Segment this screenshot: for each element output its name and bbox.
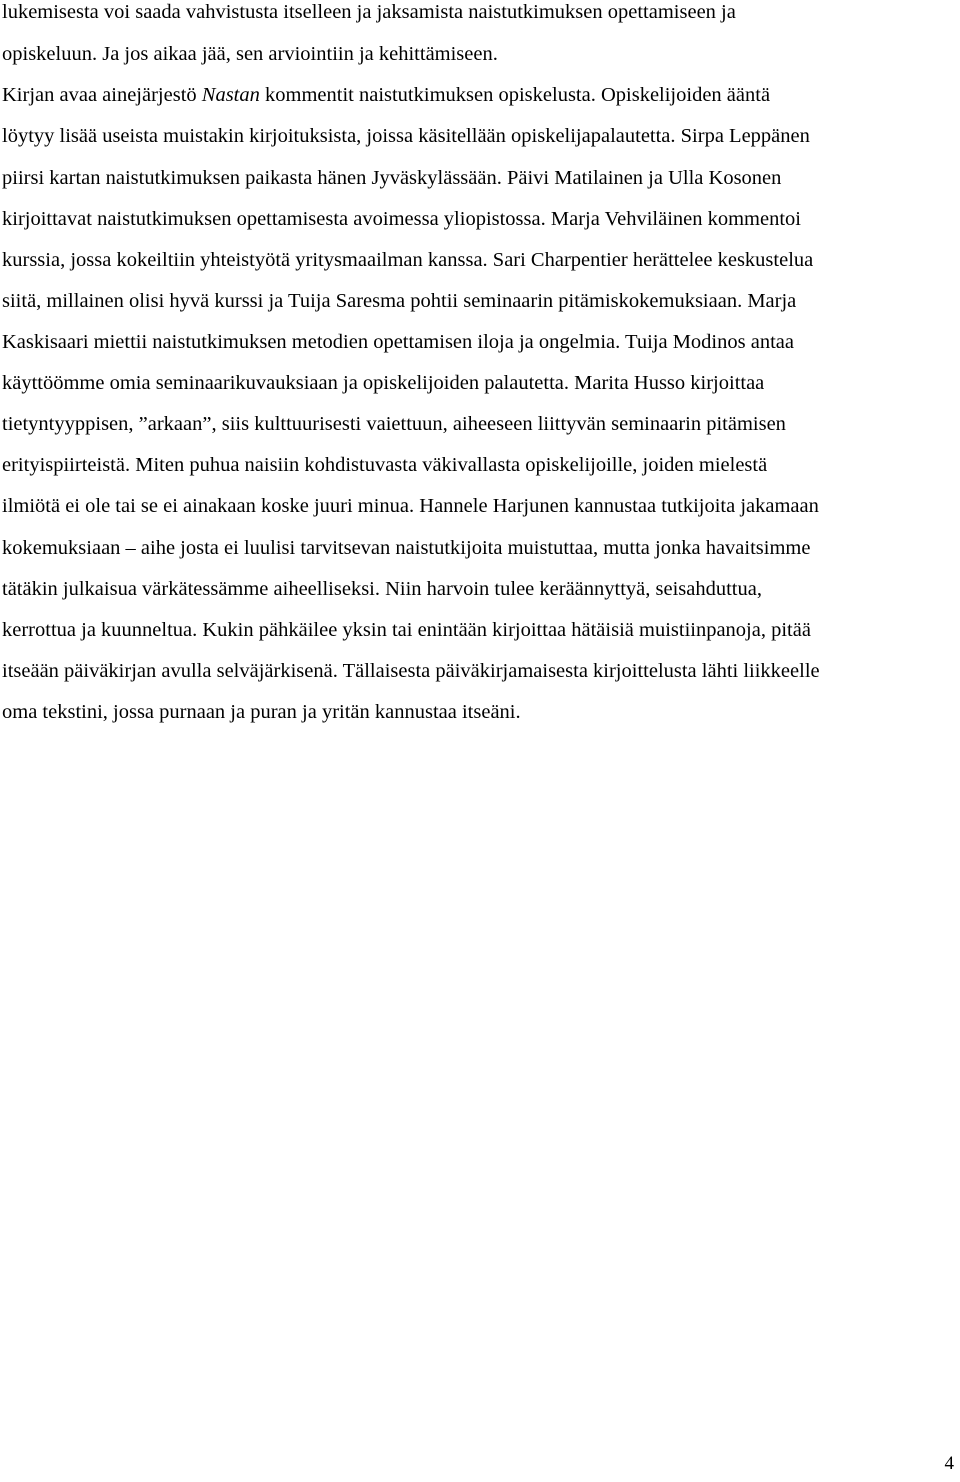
text-line-13: ilmiötä ei ole tai se ei ainakaan koske juuri minua. Hannele Harjunen kannustaa tutkijoita jakamaan bbox=[2, 495, 819, 517]
text-line-2: opiskeluun. Ja jos aikaa jää, sen arviointiin ja kehittämiseen. bbox=[2, 43, 498, 65]
text-line-5: piirsi kartan naistutkimuksen paikasta hänen Jyväskylässään. Päivi Matilainen ja Ulla Kosonen bbox=[2, 167, 782, 189]
text-line-16: kerrottua ja kuunneltua. Kukin pähkäilee yksin tai enintään kirjoittaa hätäisiä muistiinpanoja, pitää bbox=[2, 619, 811, 641]
text-line-3-start: Kirjan avaa ainejärjestö bbox=[2, 84, 202, 106]
text-line-8: siitä, millainen olisi hyvä kurssi ja Tuija Saresma pohtii seminaarin pitämiskokemuksiaan. Marja bbox=[2, 290, 797, 312]
text-line-11: tietyntyyppisen, ”arkaan”, siis kulttuurisesti vaiettuun, aiheeseen liittyvän seminaarin pitämisen bbox=[2, 413, 786, 435]
text-line-1: lukemisesta voi saada vahvistusta itselleen ja jaksamista naistutkimuksen opettamiseen ja bbox=[2, 1, 736, 23]
page-number: 4 bbox=[944, 1453, 954, 1474]
text-line-14: kokemuksiaan – aihe josta ei luulisi tarvitsevan naistutkijoita muistuttaa, mutta jonka havaitsimme bbox=[2, 537, 811, 559]
text-line-9: Kaskisaari miettii naistutkimuksen metodien opettamisen iloja ja ongelmia. Tuija Modinos antaa bbox=[2, 331, 794, 353]
text-line-18: oma tekstini, jossa purnaan ja puran ja yritän kannustaa itseäni. bbox=[2, 701, 521, 723]
text-line-15: tätäkin julkaisua värkätessämme aiheelliseksi. Niin harvoin tulee keräännyttyä, seisahduttua, bbox=[2, 578, 762, 600]
text-line-7: kurssia, jossa kokeiltiin yhteistyötä yritysmaailman kanssa. Sari Charpentier herättelee keskustelua bbox=[2, 249, 814, 271]
text-line-4: löytyy lisää useista muistakin kirjoituksista, joissa käsitellään opiskelijapalautetta. Sirpa Leppänen bbox=[2, 125, 810, 147]
text-line-17: itseään päiväkirjan avulla selväjärkisenä. Tällaisesta päiväkirjamaisesta kirjoittelusta lähti liikkeelle bbox=[2, 660, 820, 682]
text-line-3 bbox=[2, 83, 770, 107]
text-line-6: kirjoittavat naistutkimuksen opettamisesta avoimessa yliopistossa. Marja Vehviläinen kommentoi bbox=[2, 208, 801, 230]
text-line-3-end: kommentit naistutkimuksen opiskelusta. Opiskelijoiden ääntä bbox=[259, 84, 771, 106]
text-line-10: käyttöömme omia seminaarikuvauksiaan ja opiskelijoiden palautetta. Marita Husso kirjoittaa bbox=[2, 372, 765, 394]
organization-name: Nastan bbox=[201, 84, 260, 106]
text-line-12: erityispiirteistä. Miten puhua naisiin kohdistuvasta väkivallasta opiskelijoille, joiden mielestä bbox=[2, 454, 768, 476]
